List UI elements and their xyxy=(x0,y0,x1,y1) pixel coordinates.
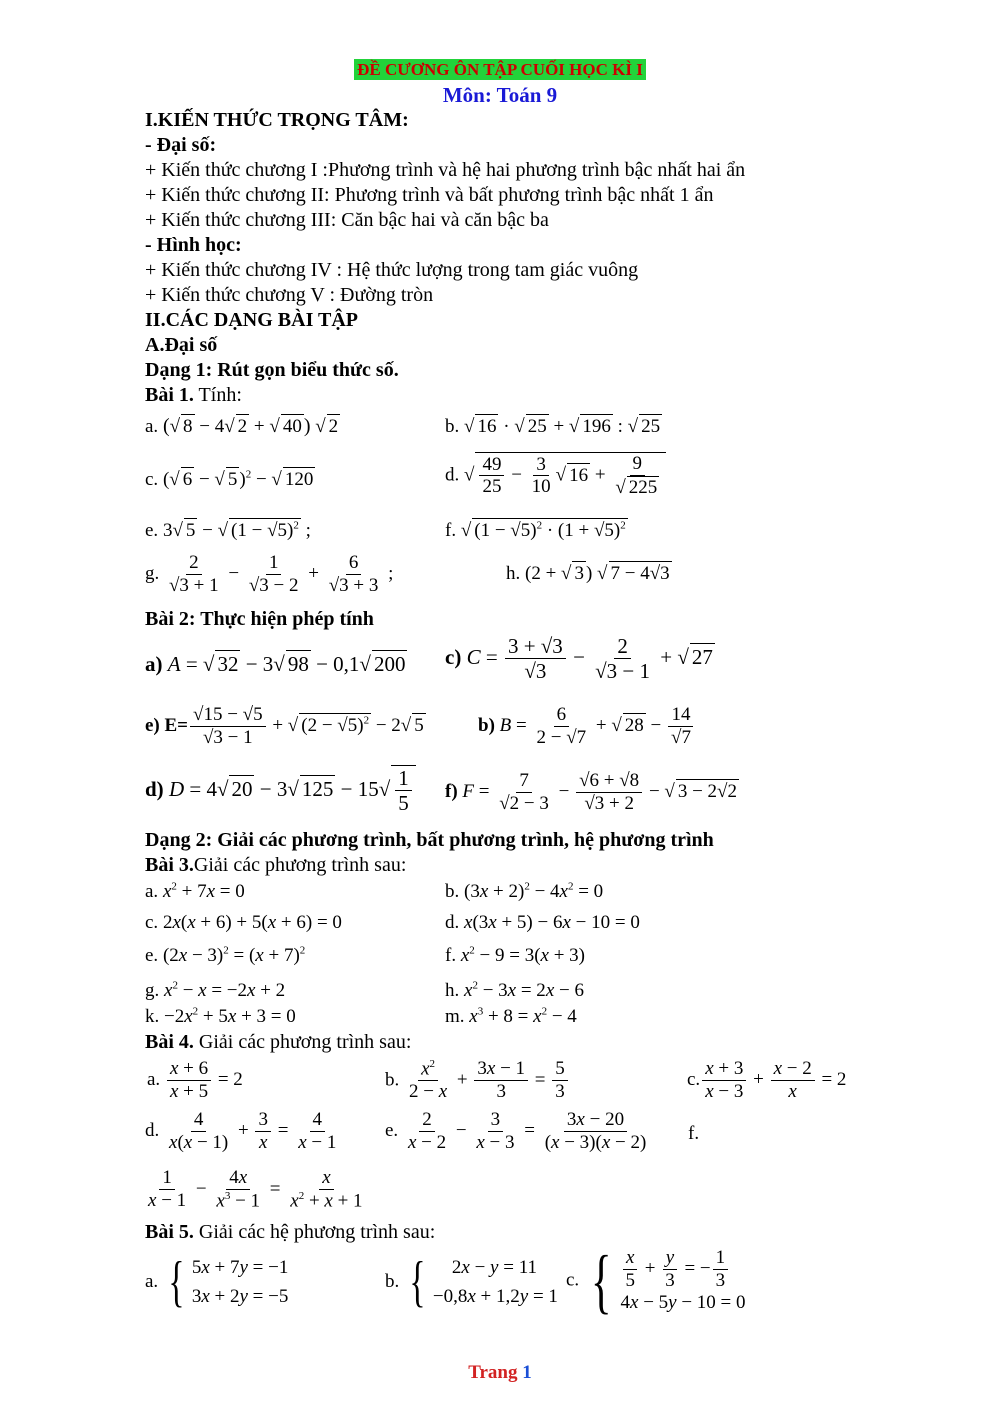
bai2-b: b) B = $\frac{6}{2 - √7}$ + √ 28 − $\frac{14}{√7}$ xyxy=(478,704,696,750)
bai5-heading: Bài 5. Giải các hệ phương trình sau: xyxy=(145,1221,436,1243)
bai4-e: e. $\frac{2}{x - 2}$ − $\frac{3}{x - 3}$ = $\frac{3x - 20}{(x - 3)(x - 2)}$ xyxy=(385,1109,647,1153)
bai1-text: Tính: xyxy=(193,384,242,406)
bai3-d: d. x(3x + 5) − 6x − 10 = 0 xyxy=(445,912,640,933)
bai1-b: b. √ 16 · √ 25 + √ 196 : √ 25 xyxy=(445,416,661,437)
bai5-c: c. { $\frac{x}{5}$ + $\frac{y}{3}$ = − $\frac{1}{3}$ 4x − 5y − 10 = 0 xyxy=(566,1241,746,1321)
bai1-label: Bài 1. xyxy=(145,384,194,406)
bai3-k: k. $-2x^2 + 5x + 3 = 0$ xyxy=(145,1005,296,1027)
bai4-heading: Bài 4. Giải các phương trình sau: xyxy=(145,1031,412,1053)
bai5-b: b. { 2x − y = 11 −0,8x + 1,2y = 1 xyxy=(385,1251,558,1314)
bai3-e: e. $(2x - 3)^2 = (x + 7)^2$ xyxy=(145,944,306,966)
bai3-g: g. $x^2 - x = -2x + 2$ xyxy=(145,979,286,1001)
bai1-g: g. $\frac{2}{√3 + 1}$ − $\frac{1}{√3 - 2}$ + $\frac{6}{√3 + 3}$ ; xyxy=(145,552,394,596)
footer-word: Trang xyxy=(468,1362,518,1383)
bai1-heading xyxy=(145,383,242,408)
dang2-heading: Dạng 2: Giải các phương trình, bất phương trình, hệ phương trình xyxy=(145,829,714,851)
bai3-h: h. $x^2 - 3x = 2x - 6$ xyxy=(445,979,584,1001)
bai3-b: b. $(3x + 2)^2 - 4x^2 = 0$ xyxy=(445,880,604,902)
document-title: ĐỀ CƯƠNG ÔN TẬP CUỐI HỌC KÌ I xyxy=(354,59,646,80)
bai3-m: m. $x^3 + 8 = x^2 - 4$ xyxy=(445,1005,577,1027)
bai2-heading: Bài 2: Thực hiện phép tính xyxy=(145,608,374,630)
bai5-a: a. { 5x + 7y = −1 3x + 2y = −5 xyxy=(145,1251,289,1314)
bai2-e: e) E= $\frac{√15 - √5}{√3 - 1}$ + √ $(2 - √5)^2 - 2√$ 5 xyxy=(145,704,424,748)
bai4-b: b. $\frac{x^2}{2 - x}$ + $\frac{3x - 1}{3}$ = $\frac{5}{3}$ xyxy=(385,1058,570,1104)
bai4-a: a. $\frac{x + 6}{x + 5}$ = 2 xyxy=(147,1058,243,1102)
geometry-item: + Kiến thức chương IV : Hệ thức lượng trong tam giác vuông xyxy=(145,259,639,281)
algebra-item: + Kiến thức chương III: Căn bậc hai và căn bậc ba xyxy=(145,209,549,231)
bai1-h: h. (2 + √ 3 ) √ 7 − 4√3 xyxy=(506,563,670,584)
part-a-heading: A.Đại số xyxy=(145,334,218,356)
algebra-item: + Kiến thức chương II: Phương trình và bất phương trình bậc nhất 1 ẩn xyxy=(145,184,714,206)
bai4-c: c. $\frac{x + 3}{x - 3}$ + $\frac{x - 2}{x}$ = 2 xyxy=(687,1058,847,1102)
bai2-c: c) C = $\frac{3 + √3}{√3}$ − $\frac{2}{√3 - 1}$ + √ 27 xyxy=(445,634,713,684)
geometry-item: + Kiến thức chương V : Đường tròn xyxy=(145,284,434,306)
document-subject: Môn: Toán 9 xyxy=(442,83,558,107)
bai3-heading: Bài 3.Giải các phương trình sau: xyxy=(145,854,407,876)
bai4-d: d. $\frac{4}{x(x - 1)}$ + $\frac{3}{x}$ = $\frac{4}{x - 1}$ xyxy=(145,1109,337,1153)
bai3-c: c. 2x(x + 6) + 5(x + 6) = 0 xyxy=(145,912,342,933)
bai1-e: e. 3√ 5 − √ $(1 - √5)^2$ ; xyxy=(145,519,311,541)
section1-heading: I.KIẾN THỨC TRỌNG TÂM: xyxy=(145,109,409,131)
geometry-heading: - Hình học: xyxy=(145,234,242,256)
algebra-heading: - Đại số: xyxy=(145,134,217,156)
bai1-c: c. (√ 6 − √ 5 )$^2$ − √ 120 xyxy=(145,468,314,490)
document-title-wrap xyxy=(0,57,1000,82)
bai2-f: f) F = $\frac{7}{√2 - 3}$ − $\frac{√6 + √8}{√3 + 2}$ − √ 3 − 2√2 xyxy=(445,770,737,814)
bai2-d: d) D = 4√ 20 − 3√ 125 − 15√ $\frac{1}{5}$ xyxy=(145,765,416,816)
dang1-heading: Dạng 1: Rút gọn biểu thức số. xyxy=(145,359,399,381)
bai4-f: $\frac{1}{x - 1}$ − $\frac{4x}{x^3 - 1}$ = $\frac{x}{x^2 + x + 1}$ xyxy=(148,1167,363,1212)
section2-heading: II.CÁC DẠNG BÀI TẬP xyxy=(145,309,358,331)
bai2-a: a) A = √ 32 − 3√ 98 − 0,1√ 200 xyxy=(145,652,406,676)
page-footer xyxy=(0,1361,1000,1385)
bai3-a: a. $x^2 + 7x = 0$ xyxy=(145,880,245,902)
bai1-a: a. (√ 8 − 4√ 2 + √ 40 ) √ 2 xyxy=(145,415,339,437)
bai3-f: f. $x^2 - 9 = 3(x + 3)$ xyxy=(445,944,586,966)
bai4-f-label: f. xyxy=(688,1123,700,1144)
footer-page-number: 1 xyxy=(522,1362,532,1383)
bai1-d: d. √ $\frac{49}{25}$ − $\frac{3}{10}$ √ 16 + $\frac{9}{√ 225}$ xyxy=(445,452,666,500)
bai1-f: f. √ $(1 - √5)^2 \cdot (1 + √5)^2$ xyxy=(445,519,626,541)
algebra-item: + Kiến thức chương I :Phương trình và hệ hai phương trình bậc nhất hai ẩn xyxy=(145,159,746,181)
